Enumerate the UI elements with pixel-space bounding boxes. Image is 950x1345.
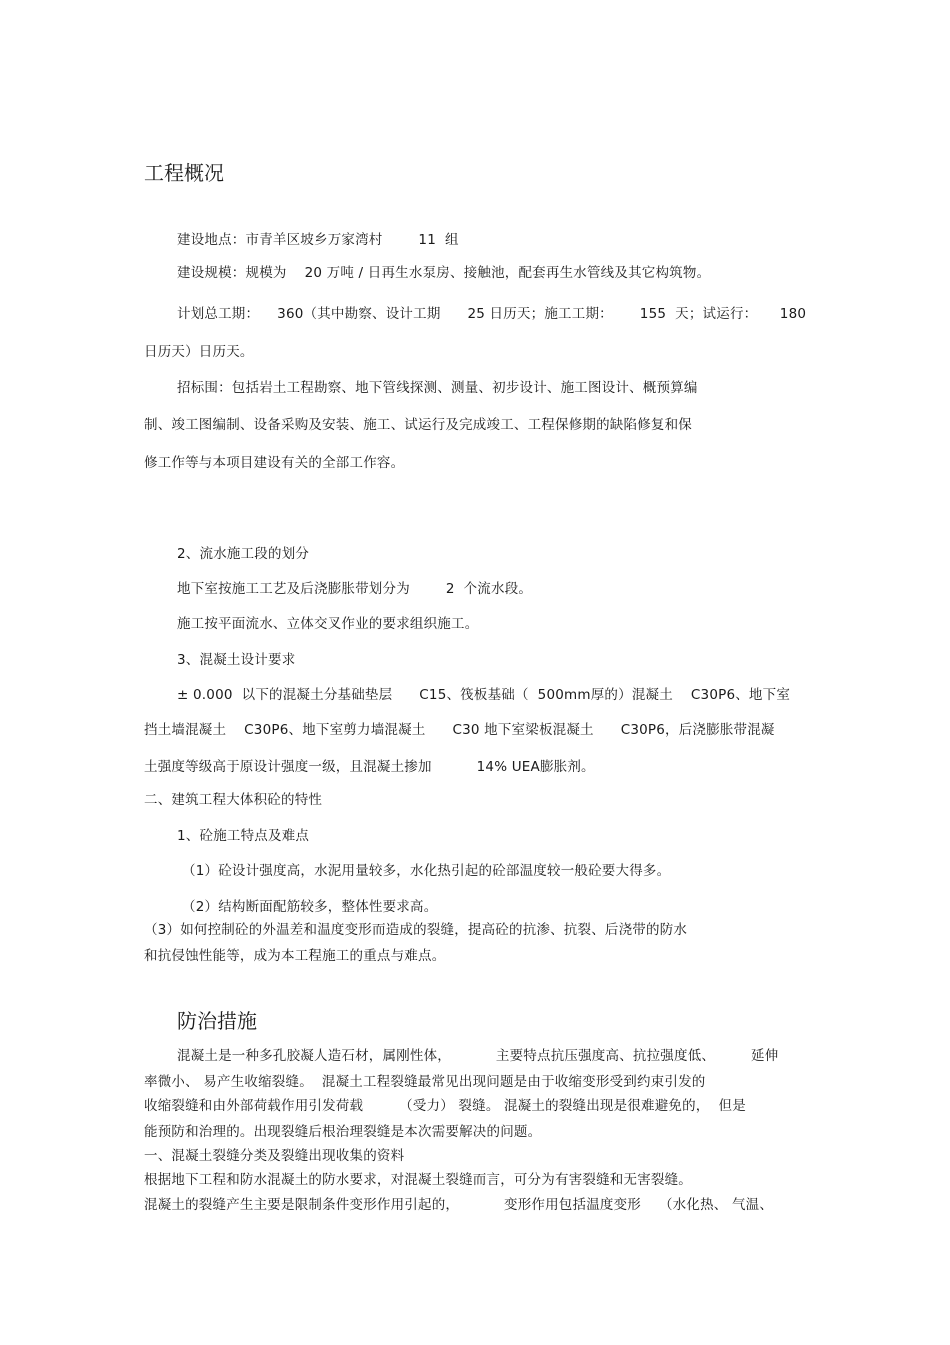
bid-scope-line-3: 修工作等与本项目建设有关的全部工作容。 [144, 455, 405, 471]
difficulty-item-1: （1）砼设计强度高，水泥用量较多，水化热引起的砼部温度较一般砼要大得多。 [182, 863, 671, 879]
difficulty-item-3-line-1: （3）如何控制砼的外温差和温度变形而造成的裂缝，提高砼的抗渗、抗裂、后浇带的防水 [144, 922, 688, 938]
section-title-prevention: 防治措施 [177, 1009, 257, 1033]
project-period-line-1: 计划总工期： 360（其中勘察、设计工期 25 日历天；施工工期： 155 天；试运行： 180 [177, 306, 807, 322]
project-location: 建设地点：市青羊区坡乡万家湾村 11 组 [177, 232, 459, 248]
flow-section-title: 2、流水施工段的划分 [177, 546, 310, 562]
concrete-requirements-line-2: 挡土墙混凝土 C30P6、地下室剪力墙混凝土 C30 地下室梁板混凝土 C30P6，后浇膨胀带混凝 [144, 722, 775, 738]
difficulty-item-3-line-2: 和抗侵蚀性能等，成为本工程施工的重点与难点。 [144, 948, 446, 964]
crack-cause-para: 混凝土的裂缝产生主要是限制条件变形作用引起的， 变形作用包括温度变形 （水化热、 气温、 [144, 1197, 774, 1213]
prevention-para-1-line-4: 能预防和治理的。出现裂缝后根治理裂缝是本次需要解决的问题。 [144, 1124, 542, 1140]
flow-section-line-2: 施工按平面流水、立体交叉作业的要求组织施工。 [177, 616, 479, 632]
prevention-para-1-line-1: 混凝土是一种多孔胶凝人造石材，属刚性体， 主要特点抗压强度高、抗拉强度低、 延伸 [177, 1048, 779, 1064]
project-scale: 建设规模：规模为 20 万吨 / 日再生水泵房、接触池，配套再生水管线及其它构筑物。 [177, 265, 711, 281]
prevention-para-1-line-2: 率微小、 易产生收缩裂缝。 混凝土工程裂缝最常见出现问题是由于收缩变形受到约束引发的 [144, 1074, 706, 1090]
mass-concrete-title: 二、建筑工程大体积砼的特性 [144, 792, 323, 808]
crack-classification-para: 根据地下工程和防水混凝土的防水要求，对混凝土裂缝而言，可分为有害裂缝和无害裂缝。 [144, 1172, 692, 1188]
concrete-requirements-title: 3、混凝土设计要求 [177, 652, 296, 668]
flow-section-line-1: 地下室按施工工艺及后浇膨胀带划分为 2 个流水段。 [177, 581, 533, 597]
concrete-requirements-line-1: ± 0.000 以下的混凝土分基础垫层 C15、筏板基础（ 500mm厚的）混凝土 C30P6、地下室 [177, 687, 791, 703]
concrete-requirements-line-3: 土强度等级高于原设计强度一级，且混凝土掺加 14% UEA膨胀剂。 [144, 759, 595, 775]
bid-scope-line-2: 制、竣工图编制、设备采购及安装、施工、试运行及完成竣工、工程保修期的缺陷修复和保 [144, 417, 692, 433]
bid-scope-line-1: 招标围：包括岩土工程勘察、地下管线探测、测量、初步设计、施工图设计、概预算编 [177, 380, 698, 396]
construction-difficulties-title: 1、砼施工特点及难点 [177, 828, 310, 844]
difficulty-item-2: （2）结构断面配筋较多，整体性要求高。 [182, 899, 438, 915]
prevention-para-1-line-3: 收缩裂缝和由外部荷载作用引发荷载 （受力） 裂缝。 混凝土的裂缝出现是很难避免的， 但是 [144, 1098, 746, 1114]
project-period-line-2: 日历天）日历天。 [144, 344, 254, 360]
crack-classification-title: 一、混凝土裂缝分类及裂缝出现收集的资料 [144, 1148, 405, 1164]
section-title-project-overview: 工程概况 [144, 161, 224, 185]
